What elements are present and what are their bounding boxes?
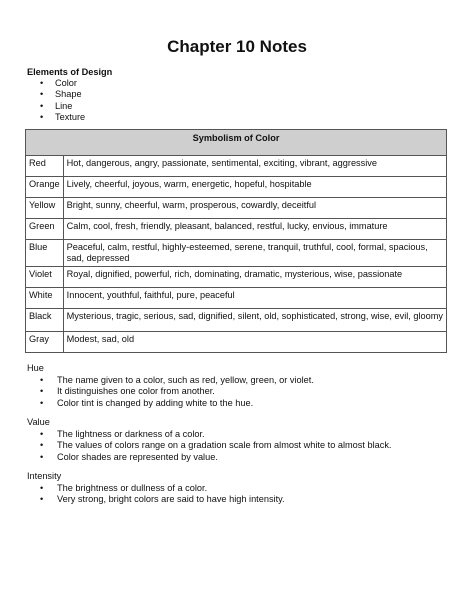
meaning-cell: Hot, dangerous, angry, passionate, sentimental, exciting, vibrant, aggressive (63, 156, 446, 177)
table-row (26, 308, 447, 331)
intensity-list (27, 483, 285, 506)
list-item: • Very strong, bright colors are said to have high intensity. (40, 494, 285, 504)
color-cell: Green (26, 219, 64, 240)
bullet-icon: • (40, 397, 44, 408)
bullet-icon: • (40, 440, 44, 450)
color-cell: White (26, 287, 64, 308)
color-cell: Orange (26, 177, 64, 198)
table-row (26, 198, 447, 219)
color-cell: Gray (26, 331, 64, 352)
bullet-icon: • (40, 78, 44, 89)
table-row (26, 266, 447, 287)
bullet-icon: • (40, 89, 44, 100)
symbolism-table (25, 129, 447, 353)
table-heading: Symbolism of Color (26, 130, 447, 156)
bullet-icon: • (40, 451, 44, 462)
color-cell: Black (26, 308, 64, 331)
meaning-cell: Modest, sad, old (63, 331, 446, 352)
bullet-icon: • (40, 494, 44, 504)
list-item: • The lightness or darkness of a color. (40, 428, 205, 439)
list-item: • The name given to a color, such as red, yellow, green, or violet. (40, 374, 314, 385)
table-row (26, 219, 447, 240)
meaning-cell: Lively, cheerful, joyous, warm, energetic, hopeful, hospitable (63, 177, 446, 198)
value-heading: Value (27, 417, 50, 427)
table-row (26, 240, 447, 267)
value-section (27, 417, 392, 463)
list-item: • Line (40, 100, 73, 111)
list-item: • Shape (40, 89, 82, 100)
color-cell: Blue (26, 240, 64, 267)
list-item: • Texture (40, 111, 86, 122)
value-list (27, 429, 392, 464)
intensity-section (27, 471, 285, 506)
list-item: • The values of colors range on a gradation scale from almost white to almost black. (40, 440, 392, 450)
list-item: • Color shades are represented by value. (40, 451, 218, 462)
table-row (26, 156, 447, 177)
elements-of-design-section (27, 67, 112, 123)
bullet-icon: • (40, 100, 44, 111)
meaning-cell: Mysterious, tragic, serious, sad, dignified, silent, old, sophisticated, strong, wise, evil, gloomy (63, 308, 446, 331)
page-title: Chapter 10 Notes (167, 37, 307, 56)
elements-list (27, 78, 112, 123)
bullet-icon: • (40, 428, 44, 439)
meaning-cell: Bright, sunny, cheerful, warm, prosperous, cowardly, deceitful (63, 198, 446, 219)
bullet-icon: • (40, 111, 44, 122)
bullet-icon: • (40, 482, 44, 493)
color-cell: Violet (26, 266, 64, 287)
table-row (26, 331, 447, 352)
list-item: • It distinguishes one color from another. (40, 386, 215, 396)
list-item: • Color (40, 78, 77, 89)
hue-section (27, 363, 314, 409)
table-row (26, 287, 447, 308)
elements-heading: Elements of Design (27, 67, 113, 77)
table-row (26, 177, 447, 198)
hue-list (27, 375, 314, 410)
color-cell: Red (26, 156, 64, 177)
meaning-cell: Royal, dignified, powerful, rich, dominating, dramatic, mysterious, wise, passionate (63, 266, 446, 287)
intensity-heading: Intensity (27, 471, 62, 481)
table-header-row (26, 130, 447, 156)
meaning-cell: Calm, cool, fresh, friendly, pleasant, balanced, restful, lucky, envious, immature (63, 219, 446, 240)
bullet-icon: • (40, 386, 44, 396)
meaning-cell: Innocent, youthful, faithful, pure, peaceful (63, 287, 446, 308)
meaning-cell: Peaceful, calm, restful, highly-esteemed, serene, tranquil, truthful, cool, formal, spacious, sad, depressed (63, 240, 446, 267)
list-item: • Color tint is changed by adding white to the hue. (40, 397, 254, 408)
list-item: • The brightness or dullness of a color. (40, 482, 208, 493)
color-cell: Yellow (26, 198, 64, 219)
hue-heading: Hue (27, 363, 44, 373)
bullet-icon: • (40, 374, 44, 385)
